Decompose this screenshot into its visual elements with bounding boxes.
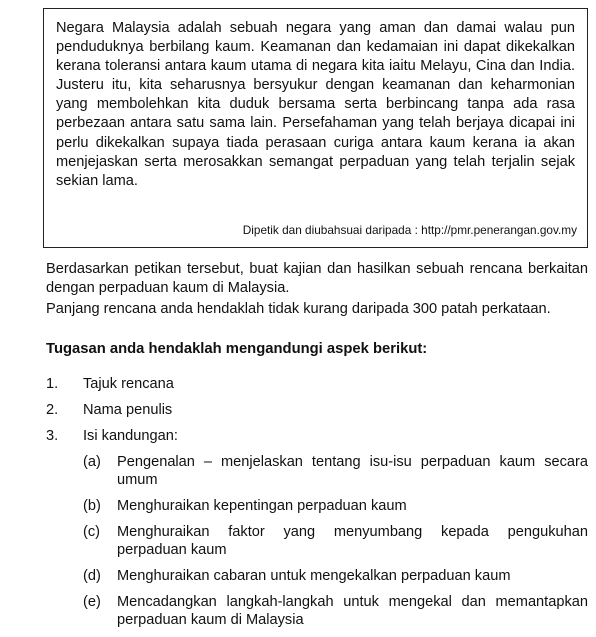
list-item [46, 376, 588, 402]
aspects-heading: Tugasan anda hendaklah mengandungi aspek berikut: [46, 341, 428, 357]
sub-item-text: Menghuraikan kepentingan perpaduan kaum [117, 498, 407, 514]
sub-list-item [83, 593, 588, 629]
sub-list-item [83, 523, 588, 559]
sub-item-letter: (c) [83, 524, 101, 540]
instructions [46, 260, 588, 322]
list-item-number: 3. [46, 428, 59, 444]
sub-item-text: Menghuraikan cabaran untuk mengekalkan perpaduan kaum [117, 568, 511, 584]
sub-item-letter: (a) [83, 454, 101, 470]
content-sub-list [83, 453, 588, 637]
list-item-text: Tajuk rencana [83, 376, 174, 392]
sub-item-letter: (e) [83, 594, 101, 610]
list-item-number: 1. [46, 376, 59, 392]
sub-item-text: Mencadangkan langkah-langkah untuk mengekal dan memantapkan perpaduan kaum di Malaysia [117, 594, 588, 628]
length-instruction: Panjang rencana anda hendaklah tidak kurang daripada 300 patah perkataan. [46, 301, 551, 317]
sub-item-letter: (b) [83, 498, 101, 514]
list-item-text: Isi kandungan: [83, 428, 178, 444]
passage-text: Negara Malaysia adalah sebuah negara yang aman dan damai walau pun penduduknya berbilang kaum. Keamanan dan kedamaian ini dapat dikekalkan kerana toleransi antara kaum utama di negara kita iaitu Melayu, Cina dan India. Justeru itu, kita seharusnya bersyukur dengan keamanan dan keharmonian yang membolehkan kita duduk bersama serta berbincang tanpa ada rasa perbezaan antara satu sama lain. Persefahaman yang telah berjaya dicapai ini perlu dikekalkan supaya tiada perasaan curiga antara kaum kerana ia akan menjejaskan serta merosakkan semangat perpaduan yang telah terjalin sejak sekian lama. [56, 20, 575, 189]
sub-item-text: Pengenalan – menjelaskan tentang isu-isu perpaduan kaum secara umum [117, 454, 588, 488]
sub-list-item [83, 453, 588, 489]
task-instruction: Berdasarkan petikan tersebut, buat kajian dan hasilkan sebuah rencana berkaitan dengan perpaduan kaum di Malaysia. [46, 261, 588, 296]
list-item-text: Nama penulis [83, 402, 173, 418]
passage-box [43, 8, 588, 248]
list-item [46, 428, 588, 454]
aspects-list [46, 376, 588, 454]
list-item [46, 402, 588, 428]
sub-list-item [83, 497, 588, 515]
list-item-number: 2. [46, 402, 59, 418]
passage-source: Dipetik dan diubahsuai daripada : http://pmr.penerangan.gov.my [242, 223, 577, 237]
sub-item-letter: (d) [83, 568, 101, 584]
sub-item-text: Menghuraikan faktor yang menyumbang kepada pengukuhan perpaduan kaum [117, 524, 588, 558]
sub-list-item [83, 567, 588, 585]
